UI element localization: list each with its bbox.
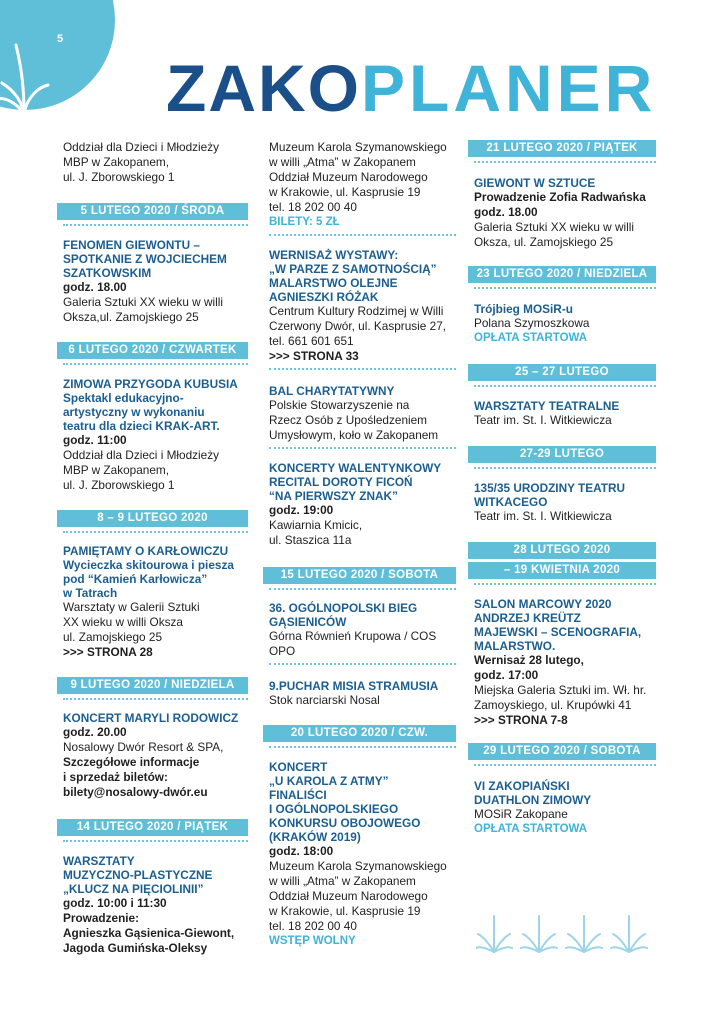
venue-line: w willi „Atma” w Zakopanem [269,155,416,169]
event-venue: Stok narciarski Nosal [269,693,380,707]
event-title: Trójbieg MOSiR-u [474,302,573,316]
page-reference: >>> STRONA 33 [269,349,359,363]
event-venue: Warsztaty w Galerii Sztuki [63,600,200,614]
date-header [63,677,248,700]
zakoplaner-logo [166,51,657,125]
decorative-plants-icon [476,912,656,954]
date-header-label: 21 LUTEGO 2020 / PIĄTEK [468,140,656,157]
date-header [474,743,656,766]
event-entry [269,679,456,708]
event-venue: tel. 18 202 00 40 [269,919,357,933]
event-title: RECITAL DOROTY FICOŃ [269,475,413,489]
event-venue: Zamoyskiego, ul. Krupówki 41 [474,698,632,712]
event-title: 9.PUCHAR MISIA STRAMUSIA [269,679,439,693]
event-entry [269,461,456,548]
venue-line: Oddział Muzeum Narodowego [269,170,428,184]
dotted-divider [474,287,656,289]
date-header [63,819,248,842]
event-entry [63,711,248,800]
date-header [63,203,248,226]
event-title: SZATKOWSKIM [63,266,152,280]
event-title: artystyczny w wykonaniu [63,405,205,419]
dotted-divider [474,161,656,163]
date-header-label: 14 LUTEGO 2020 / PIĄTEK [57,819,248,836]
ticket-info: Szczegółowe informacje [63,755,200,769]
event-venue: Miejska Galeria Sztuki im. Wł. hr. [474,683,647,697]
event-venue: Oddział Muzeum Narodowego [269,889,428,903]
event-venue: Polskie Stowarzyszenie na [269,398,410,412]
event-entry [269,384,456,449]
dotted-divider [269,746,456,748]
event-time: godz. 11:00 [63,433,127,447]
date-header [269,567,456,590]
event-title: (KRAKÓW 2019) [269,830,361,844]
event-time: godz. 19:00 [269,503,334,517]
dotted-divider [269,588,456,590]
date-header-label: – 19 KWIETNIA 2020 [468,562,656,579]
event-time: godz. 18:00 [269,844,334,858]
date-header-label: 28 LUTEGO 2020 [468,542,656,559]
event-title: DUATHLON ZIMOWY [474,793,592,807]
event-title: w Tatrach [63,586,118,600]
event-title: SPOTKANIE Z WOJCIECHEM [63,252,227,266]
date-header [474,140,656,163]
event-title: FENOMEN GIEWONTU – [63,238,200,252]
event-entry [474,779,656,837]
event-venue: tel. 661 601 651 [269,334,354,348]
dotted-divider [474,764,656,766]
date-header-label: 25 – 27 LUTEGO [468,364,656,381]
event-title: KONCERTY WALENTYNKOWY [269,461,442,475]
event-entry [474,481,656,524]
event-title: 36. OGÓLNOPOLSKI BIEG [269,601,418,615]
event-title: VI ZAKOPIAŃSKI [474,779,570,793]
event-title: “NA PIERWSZY ZNAK” [269,489,398,503]
date-header-label: 23 LUTEGO 2020 / NIEDZIELA [468,266,656,283]
event-title: MALARSTWO. [474,639,556,653]
event-title: PAMIĘTAMY O KARŁOWICZU [63,544,229,558]
event-venue: MBP w Zakopanem, [63,463,169,477]
ticket-price: BILETY: 5 ZŁ [269,216,340,228]
event-time: godz. 18.00 [474,205,538,219]
dotted-divider [269,447,456,449]
dotted-divider [63,224,248,226]
dotted-divider [474,583,656,585]
event-title: FINALIŚCI [269,788,327,802]
date-header-label: 29 LUTEGO 2020 / SOBOTA [468,743,656,760]
event-title: KONCERT [269,760,328,774]
ticket-info: i sprzedaż biletów: [63,770,168,784]
event-host: Jagoda Gumińska-Oleksy [63,941,208,955]
event-venue: Oksza,ul. Zamojskiego 25 [63,310,199,324]
event-time: godz. 20.00 [63,725,127,739]
event-title: MAJEWSKI – SCENOGRAFIA, [474,625,642,639]
event-host: Agnieszka Gąsienica-Giewont, [63,926,235,940]
event-title: MALARSTWO OLEJNE [269,276,398,290]
page-reference: >>> STRONA 7-8 [474,713,568,727]
event-title: AGNIESZKI RÓŻAK [269,290,379,304]
ticket-email[interactable]: bilety@nosalowy-dwór.eu [63,785,208,799]
event-venue: XX wieku w willi Oksza [63,615,183,629]
event-host: Prowadzenie: [63,911,140,925]
dotted-divider [269,663,456,665]
event-venue: Muzeum Karola Szymanowskiego [269,859,447,873]
event-entry [63,854,248,956]
event-title: WITKACEGO [474,495,548,509]
event-venue: Centrum Kultury Rodzimej w Willi [269,304,444,318]
dotted-divider [269,234,456,236]
event-title: ZIMOWA PRZYGODA KUBUSIA [63,377,238,391]
event-venue: Galeria Sztuki XX wieku w willi [63,295,223,309]
vernissage-date: Wernisaż 28 lutego, [474,653,584,667]
event-venue: Nosalowy Dwór Resort & SPA, [63,740,224,754]
event-venue: Polana Szymoszkowa [474,316,590,330]
dotted-divider [63,531,248,533]
date-header [474,364,656,387]
page-number: 5 [57,33,64,45]
event-title: MUZYCZNO-PLASTYCZNE [63,868,213,882]
entry-fee: OPŁATA STARTOWA [474,332,588,344]
event-title: teatru dla dzieci KRAK-ART. [63,419,220,433]
event-title: WARSZTATY TEATRALNE [474,399,620,413]
venue-line: Muzeum Karola Szymanowskiego [269,140,447,154]
event-venue: w willi „Atma” w Zakopanem [269,874,416,888]
event-venue: Oksza, ul. Zamojskiego 25 [474,235,613,249]
event-venue: MOSiR Zakopane [474,807,568,821]
event-venue: Rzecz Osób z Upośledzeniem [269,413,428,427]
grass-leaf-icon [0,35,60,115]
event-entry [474,302,656,346]
event-entry [63,238,248,325]
dotted-divider [63,698,248,700]
event-venue: Galeria Sztuki XX wieku w willi [474,220,634,234]
event-title: „KLUCZ NA PIĘCIOLINII” [63,882,204,896]
dotted-divider [63,840,248,842]
event-title: pod “Kamień Karłowicza” [63,572,208,586]
event-title: WARSZTATY [63,854,135,868]
event-venue: Czerwony Dwór, ul. Kasprusie 27, [269,319,447,333]
date-header-label: 5 LUTEGO 2020 / ŚRODA [57,203,248,220]
event-title: BAL CHARYTATYWNY [269,384,395,398]
page-reference: >>> STRONA 28 [63,645,153,659]
event-title: „U KAROLA Z ATMY” [269,774,389,788]
event-title: GIEWONT W SZTUCE [474,176,596,190]
event-entry [474,399,656,428]
venue-line: ul. J. Zborowskiego 1 [63,170,175,184]
event-title: „W PARZE Z SAMOTNOŚCIĄ” [269,262,437,276]
logo-part-planer: PLANER [360,51,657,125]
event-time: godz. 17:00 [474,668,539,682]
date-header-label: 8 – 9 LUTEGO 2020 [57,510,248,527]
event-entry [269,248,456,370]
dotted-divider [474,467,656,469]
date-header-label: 20 LUTEGO 2020 / CZW. [263,725,456,742]
entry-fee: OPŁATA STARTOWA [474,823,588,835]
event-title: WERNISAŻ WYSTAWY: [269,248,399,262]
event-entry [63,544,248,660]
event-venue: Kawiarnia Kmicic, [269,518,363,532]
entry-info: WSTĘP WOLNY [269,935,356,947]
event-title: KONCERT MARYLI RODOWICZ [63,711,239,725]
date-header [474,266,656,289]
logo-part-zako: ZAKO [166,51,361,125]
event-entry [269,601,456,665]
event-title: 135/35 URODZINY TEATRU [474,481,625,495]
event-venue: Teatr im. St. I. Witkiewicza [474,413,612,427]
event-title: KONKURSU OBOJOWEGO [269,816,421,830]
event-entry [63,377,248,493]
date-header [63,510,248,533]
venue-line: Oddział dla Dzieci i Młodzieży [63,140,220,154]
event-title: Wycieczka skitourowa i piesza [63,558,234,572]
event-venue: Górna Równień Krupowa / COS [269,629,437,643]
event-venue: OPO [269,644,296,658]
date-header [63,342,248,365]
date-header [474,542,656,585]
event-time: godz. 18.00 [63,280,127,294]
date-header [474,446,656,469]
event-venue: Umysłowym, koło w Zakopanem [269,428,439,442]
event-title: GĄSIENICÓW [269,615,347,629]
event-venue: Teatr im. St. I. Witkiewicza [474,509,612,523]
event-venue: ul. J. Zborowskiego 1 [63,478,175,492]
date-header-label: 9 LUTEGO 2020 / NIEDZIELA [57,677,248,694]
venue-line: MBP w Zakopanem, [63,155,169,169]
dotted-divider [63,363,248,365]
dotted-divider [474,385,656,387]
event-venue: Oddział dla Dzieci i Młodzieży [63,448,220,462]
date-header-label: 27-29 LUTEGO [468,446,656,463]
event-time: godz. 10:00 i 11:30 [63,896,167,910]
event-venue: ul. Staszica 11a [269,533,352,547]
venue-line: tel. 18 202 00 40 [269,200,357,214]
event-host: Prowadzenie Zofia Radwańska [474,190,646,204]
venue-line: w Krakowie, ul. Kasprusie 19 [269,185,421,199]
event-entry [269,760,456,949]
intro-venue [269,140,456,236]
event-venue: ul. Zamojskiego 25 [63,630,163,644]
dotted-divider [269,368,456,370]
event-entry [474,597,656,728]
event-title: I OGÓLNOPOLSKIEGO [269,802,399,816]
date-header-label: 15 LUTEGO 2020 / SOBOTA [263,567,456,584]
date-header-label: 6 LUTEGO 2020 / CZWARTEK [57,342,248,359]
event-entry [474,176,656,250]
event-title: SALON MARCOWY 2020 [474,597,612,611]
event-title: ANDRZEJ KREÜTZ [474,611,581,625]
event-title: Spektakl edukacyjno- [63,391,184,405]
date-header [269,725,456,748]
event-venue: w Krakowie, ul. Kasprusie 19 [269,904,421,918]
intro-venue [63,140,248,185]
